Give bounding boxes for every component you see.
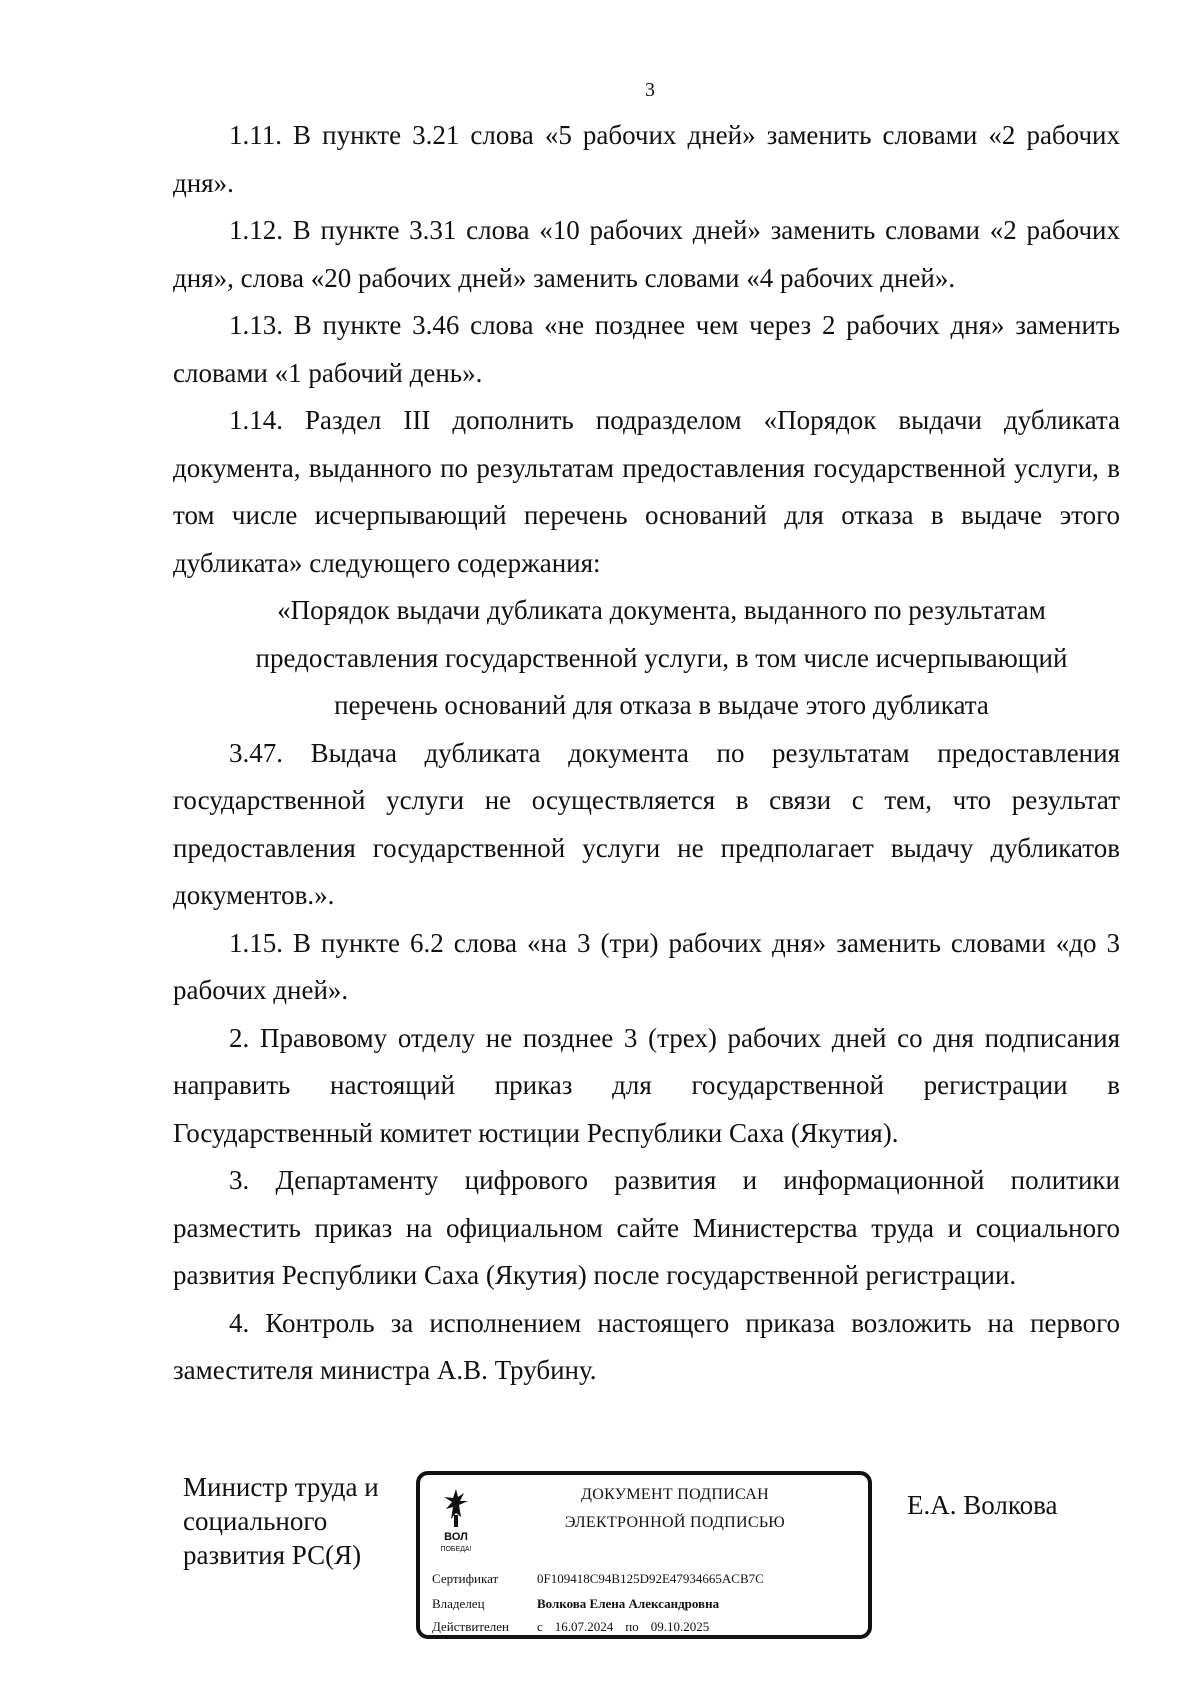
signer-position-line: Министр труда и bbox=[183, 1472, 379, 1502]
valid-from-prefix: с bbox=[537, 1619, 543, 1634]
signer-position-line: социального bbox=[183, 1506, 328, 1536]
signature-block bbox=[183, 1470, 1123, 1650]
victory-monument-logo-icon bbox=[434, 1485, 478, 1555]
stamp-owner-row bbox=[432, 1594, 719, 1614]
electronic-signature-stamp bbox=[416, 1471, 872, 1639]
valid-from-date: 16.07.2024 bbox=[554, 1619, 614, 1634]
svg-text:ПОБЕДА!: ПОБЕДА! bbox=[440, 1546, 472, 1553]
paragraph-1-14: 1.14. Раздел III дополнить подразделом «Порядок выдачи дубликата документа, выданного по результатам предоставления государственной услуги, в том числе исчерпывающий перечень оснований для отказа в выдаче этого дубликата» следующего содержания: bbox=[173, 405, 1120, 578]
paragraph-4: 4. Контроль за исполнением настоящего приказа возложить на первого заместителя министра А.В. Трубину. bbox=[173, 1307, 1120, 1385]
paragraph-3: 3. Департаменту цифрового развития и информационной политики разместить приказ на официальном сайте Министерства труда и социального развития Республики Саха (Якутия) после государственной регистрации. bbox=[173, 1165, 1120, 1290]
owner-value: Волкова Елена Александровна bbox=[537, 1596, 720, 1611]
document-body bbox=[173, 112, 1120, 1395]
owner-label: Владелец bbox=[432, 1596, 485, 1611]
paragraph-1-13: 1.13. В пункте 3.46 слова «не позднее чем через 2 рабочих дня» заменить словами «1 рабочий день». bbox=[173, 310, 1120, 388]
certificate-value: 0F109418C94B125D92E47934665ACB7C bbox=[537, 1571, 764, 1586]
stamp-heading-line: ДОКУМЕНТ ПОДПИСАН bbox=[581, 1486, 769, 1503]
stamp-validity-row bbox=[432, 1617, 709, 1637]
stamp-certificate-row bbox=[432, 1569, 764, 1589]
subsection-heading-line: «Порядок выдачи дубликата документа, выданного по результатам bbox=[277, 595, 1046, 625]
subsection-heading-line: перечень оснований для отказа в выдаче этого дубликата bbox=[334, 690, 989, 720]
stamp-heading bbox=[510, 1481, 840, 1537]
signer-name: Е.А. Волкова bbox=[907, 1490, 1058, 1520]
paragraph-1-15: 1.15. В пункте 6.2 слова «на 3 (три) рабочих дня» заменить словами «до 3 рабочих дней». bbox=[173, 927, 1120, 1005]
validity-label: Действителен bbox=[432, 1619, 509, 1634]
svg-text:ВОЛ: ВОЛ bbox=[444, 1531, 468, 1543]
signer-position-line: развития РС(Я) bbox=[183, 1540, 362, 1570]
signer-position bbox=[183, 1470, 413, 1572]
subsection-heading bbox=[173, 587, 1120, 730]
page-number: 3 bbox=[645, 79, 655, 101]
valid-to-date: 09.10.2025 bbox=[650, 1619, 710, 1634]
paragraph-3-47: 3.47. Выдача дубликата документа по результатам предоставления государственной услуги не осуществляется в связи с тем, что результат предоставления государственной услуги не предполагает выдачу дубликатов документов.». bbox=[173, 737, 1120, 910]
certificate-label: Сертификат bbox=[432, 1571, 499, 1586]
stamp-heading-line: ЭЛЕКТРОННОЙ ПОДПИСЬЮ bbox=[564, 1514, 786, 1531]
paragraph-2: 2. Правовому отделу не позднее 3 (трех) рабочих дней со дня подписания направить настоящий приказ для государственной регистрации в Государственный комитет юстиции Республики Саха (Якутия). bbox=[173, 1022, 1120, 1148]
paragraph-1-12: 1.12. В пункте 3.31 слова «10 рабочих дней» заменить словами «2 рабочих дня», слова «20 рабочих дней» заменить словами «4 рабочих дней». bbox=[173, 215, 1120, 293]
subsection-heading-line: предоставления государственной услуги, в том числе исчерпывающий bbox=[255, 642, 1068, 673]
paragraph-1-11: 1.11. В пункте 3.21 слова «5 рабочих дней» заменить словами «2 рабочих дня». bbox=[173, 120, 1120, 198]
valid-to-prefix: по bbox=[625, 1619, 639, 1634]
